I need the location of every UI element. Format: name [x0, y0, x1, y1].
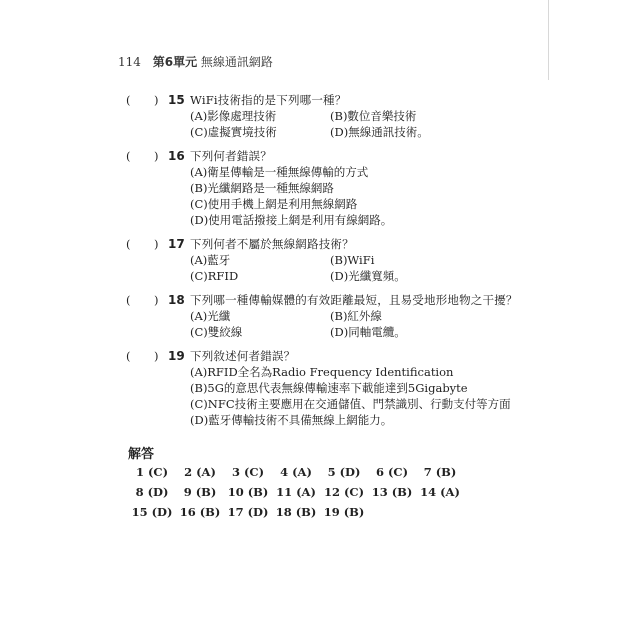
question-text: 下列哪一種傳輸媒體的有效距離最短，且易受地形地物之干擾？: [190, 293, 518, 307]
options: [190, 164, 546, 228]
answer-paren-open: (: [126, 349, 131, 363]
answer-row: [128, 462, 464, 482]
answer-key: [128, 462, 464, 522]
answer-item: 8 (D): [135, 485, 169, 499]
question-number: 19: [168, 349, 185, 363]
answer-paren-open: (: [126, 149, 131, 163]
option-a: (A)衛星傳輸是一種無線傳輸的方式: [190, 165, 369, 179]
answer-item: 14 (A): [420, 485, 460, 499]
question-text: 下列何者不屬於無線網路技術？: [190, 237, 354, 251]
question-text: 下列敘述何者錯誤？: [190, 349, 296, 363]
option-c: (C)雙絞線: [190, 325, 243, 339]
options: [190, 364, 546, 428]
answer-paren-close: ): [154, 349, 159, 363]
answer-item: 5 (D): [327, 465, 361, 479]
answer-item: 10 (B): [227, 485, 269, 499]
question-number: 16: [168, 149, 185, 163]
answer-item: 4 (A): [280, 465, 312, 479]
option-a: (A)光纖: [190, 309, 231, 323]
answer-item: 11 (A): [276, 485, 316, 499]
option-c: (C)虛擬實境技術: [190, 125, 277, 139]
page-number: 114: [118, 55, 141, 69]
option-d: (D)同軸電纜。: [330, 325, 406, 339]
options: [190, 108, 546, 140]
chapter-title: 無線通訊網路: [200, 55, 273, 69]
answer-paren-close: ): [154, 93, 159, 107]
answer-item: 2 (A): [184, 465, 216, 479]
answers-title: 解答: [128, 447, 155, 462]
answer-item: 1 (C): [135, 465, 169, 479]
answer-item: 15 (D): [131, 505, 173, 519]
option-a: (A)藍牙: [190, 253, 231, 267]
option-d: (D)無線通訊技術。: [330, 125, 429, 139]
answer-item: 9 (B): [183, 485, 217, 499]
answer-paren-close: ): [154, 237, 159, 251]
option-b: (B)5G的意思代表無線傳輸速率下載能達到5Gigabyte: [190, 381, 468, 395]
answer-row: [128, 502, 464, 522]
option-b: (B)數位音樂技術: [330, 109, 417, 123]
option-c: (C)使用手機上網是利用無線網路: [190, 197, 358, 211]
answer-item: 3 (C): [231, 465, 265, 479]
question-text: WiFi技術指的是下列哪一種？: [190, 93, 347, 107]
question-number: 17: [168, 237, 185, 251]
options: [190, 252, 546, 284]
answer-paren-open: (: [126, 293, 131, 307]
unit-label: 第6單元: [152, 55, 198, 69]
option-b: (B)紅外線: [330, 309, 382, 323]
question-17: [126, 236, 546, 284]
answer-paren-close: ): [154, 293, 159, 307]
question-19: [126, 348, 546, 428]
answer-paren-open: (: [126, 237, 131, 251]
page-edge-line: [548, 0, 549, 80]
option-b: (B)WiFi: [330, 253, 375, 267]
answer-item: 6 (C): [375, 465, 409, 479]
option-d: (D)藍牙傳輸技術不具備無線上網能力。: [190, 413, 393, 427]
answer-paren-open: (: [126, 93, 131, 107]
answer-item: 19 (B): [323, 505, 365, 519]
question-18: [126, 292, 546, 340]
answer-item: 12 (C): [323, 485, 365, 499]
question-number: 15: [168, 93, 185, 107]
option-d: (D)光纖寬頻。: [330, 269, 406, 283]
option-c: (C)RFID: [190, 269, 239, 283]
question-16: [126, 148, 546, 228]
answer-item: 16 (B): [179, 505, 221, 519]
question-number: 18: [168, 293, 185, 307]
answer-item: 18 (B): [275, 505, 317, 519]
option-b: (B)光纖網路是一種無線網路: [190, 181, 334, 195]
option-a: (A)影像處理技術: [190, 109, 277, 123]
option-c: (C)NFC技術主要應用在交通儲值、門禁識別、行動支付等方面: [190, 397, 511, 411]
answer-row: [128, 482, 464, 502]
answer-item: 17 (D): [227, 505, 269, 519]
question-15: [126, 92, 546, 140]
options: [190, 308, 546, 340]
answer-item: 7 (B): [423, 465, 457, 479]
option-d: (D)使用電話撥接上網是利用有線網路。: [190, 213, 393, 227]
answer-paren-close: ): [154, 149, 159, 163]
running-header: [118, 53, 281, 70]
option-a: (A)RFID全名為Radio Frequency Identification: [190, 365, 454, 379]
answer-item: 13 (B): [371, 485, 413, 499]
question-text: 下列何者錯誤？: [190, 149, 272, 163]
